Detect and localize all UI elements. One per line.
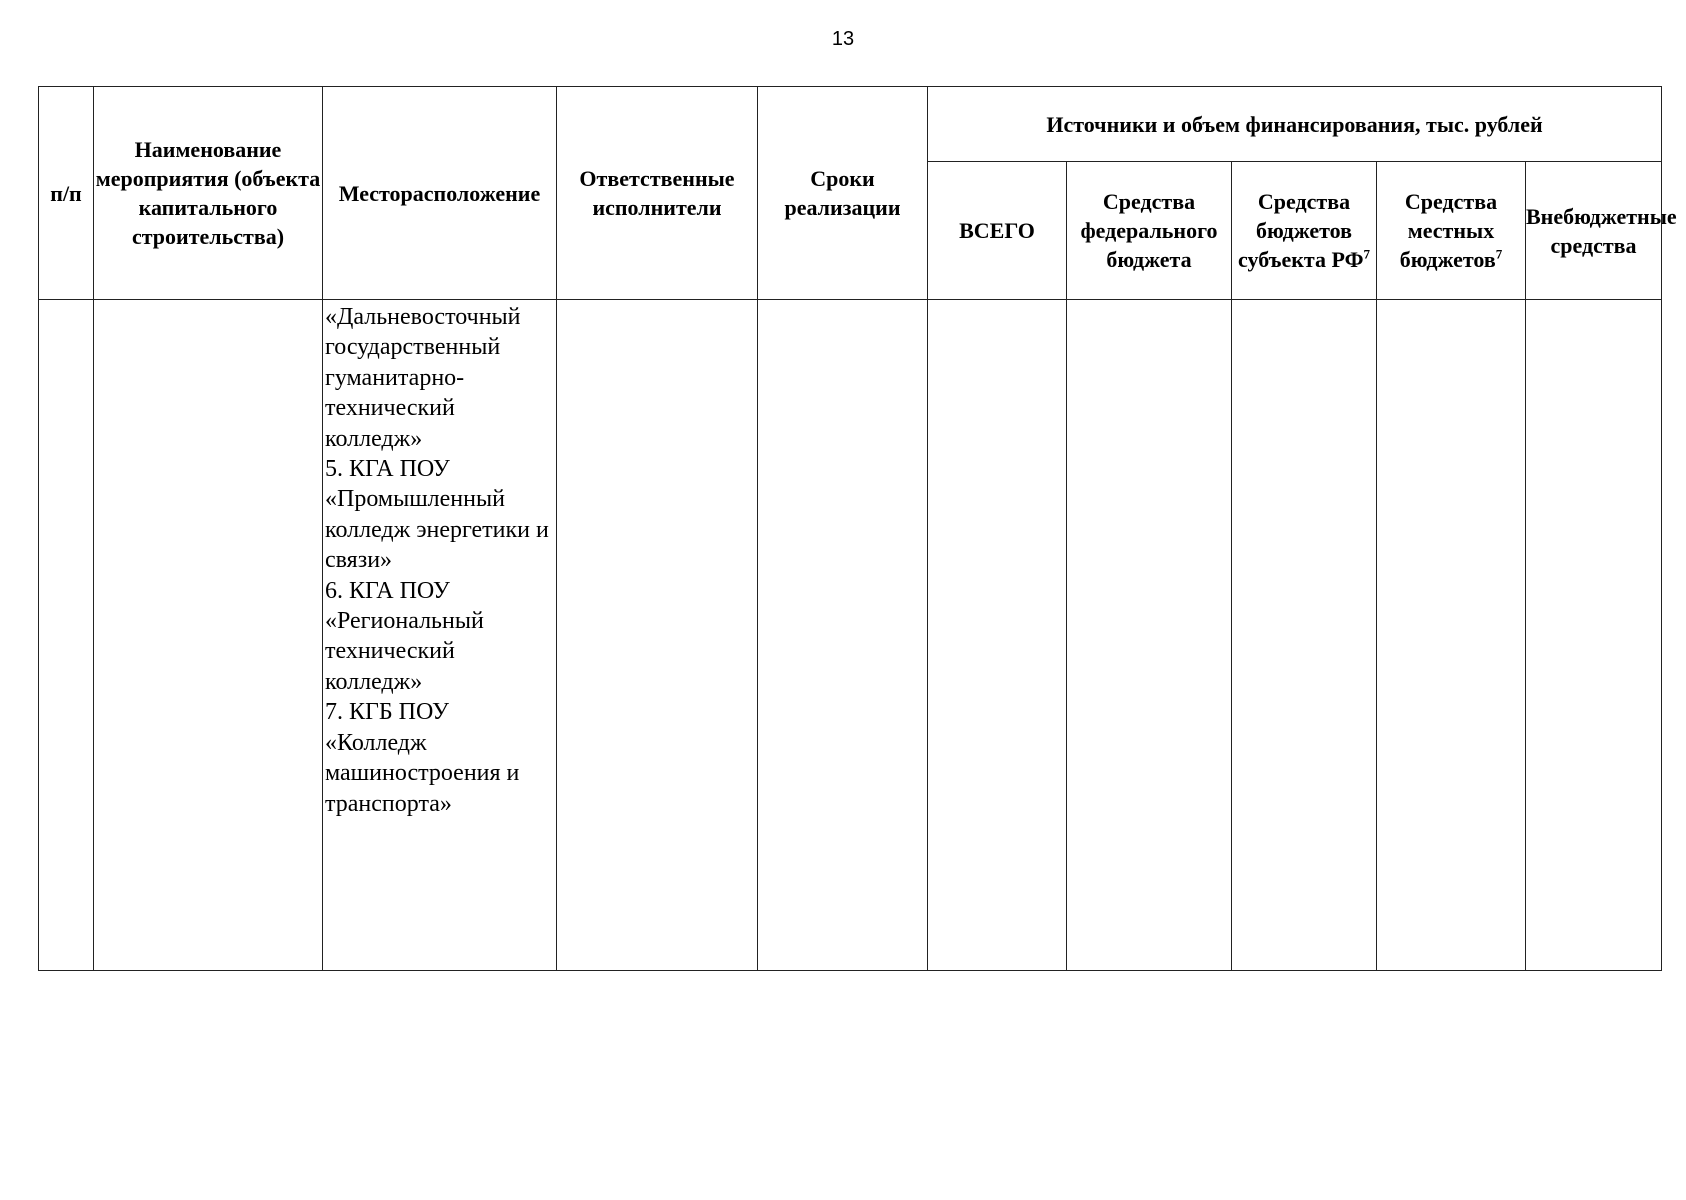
header-executors: Ответственные исполнители — [557, 87, 758, 300]
header-row-top — [39, 87, 1662, 162]
header-regional-label: Средства бюджетов субъекта РФ — [1238, 189, 1364, 272]
cell-terms — [758, 300, 928, 971]
header-federal: Средства федерального бюджета — [1067, 162, 1232, 300]
cell-executors — [557, 300, 758, 971]
location-item: 7. КГБ ПОУ «Колледж машиностроения и транспорта» — [325, 699, 520, 817]
financing-table — [38, 86, 1677, 971]
cell-location — [323, 300, 557, 971]
location-item: «Дальневосточный государственный гуманитарно-технический колледж» — [325, 304, 521, 452]
header-num: п/п — [39, 87, 94, 300]
cell-total — [928, 300, 1067, 971]
header-local-label: Средства местных бюджетов — [1399, 189, 1498, 272]
header-location: Месторасположение — [323, 87, 557, 300]
header-financing-sources: Источники и объем финансирования, тыс. рублей — [928, 87, 1662, 162]
location-item: 5. КГА ПОУ «Промышленный колледж энергетики и связи» — [325, 456, 549, 574]
footnote-mark: 7 — [1495, 246, 1503, 262]
header-local — [1377, 162, 1526, 300]
cell-federal — [1067, 300, 1232, 971]
footnote-mark: 7 — [1363, 246, 1370, 262]
cell-extrabudget — [1526, 300, 1662, 971]
header-extrabudget: Внебюджетные средства — [1526, 162, 1662, 300]
location-item: 6. КГА ПОУ «Региональный технический колледж» — [325, 577, 484, 695]
header-total: ВСЕГО — [928, 162, 1067, 300]
cell-local — [1377, 300, 1526, 971]
cell-name — [94, 300, 323, 971]
header-name: Наименование мероприятия (объекта капитального строительства) — [94, 87, 323, 300]
cell-regional — [1232, 300, 1377, 971]
page-number: 13 — [831, 28, 855, 50]
cell-num — [39, 300, 94, 971]
header-terms: Сроки реализации — [758, 87, 928, 300]
header-regional — [1232, 162, 1377, 300]
table-row — [39, 300, 1662, 971]
